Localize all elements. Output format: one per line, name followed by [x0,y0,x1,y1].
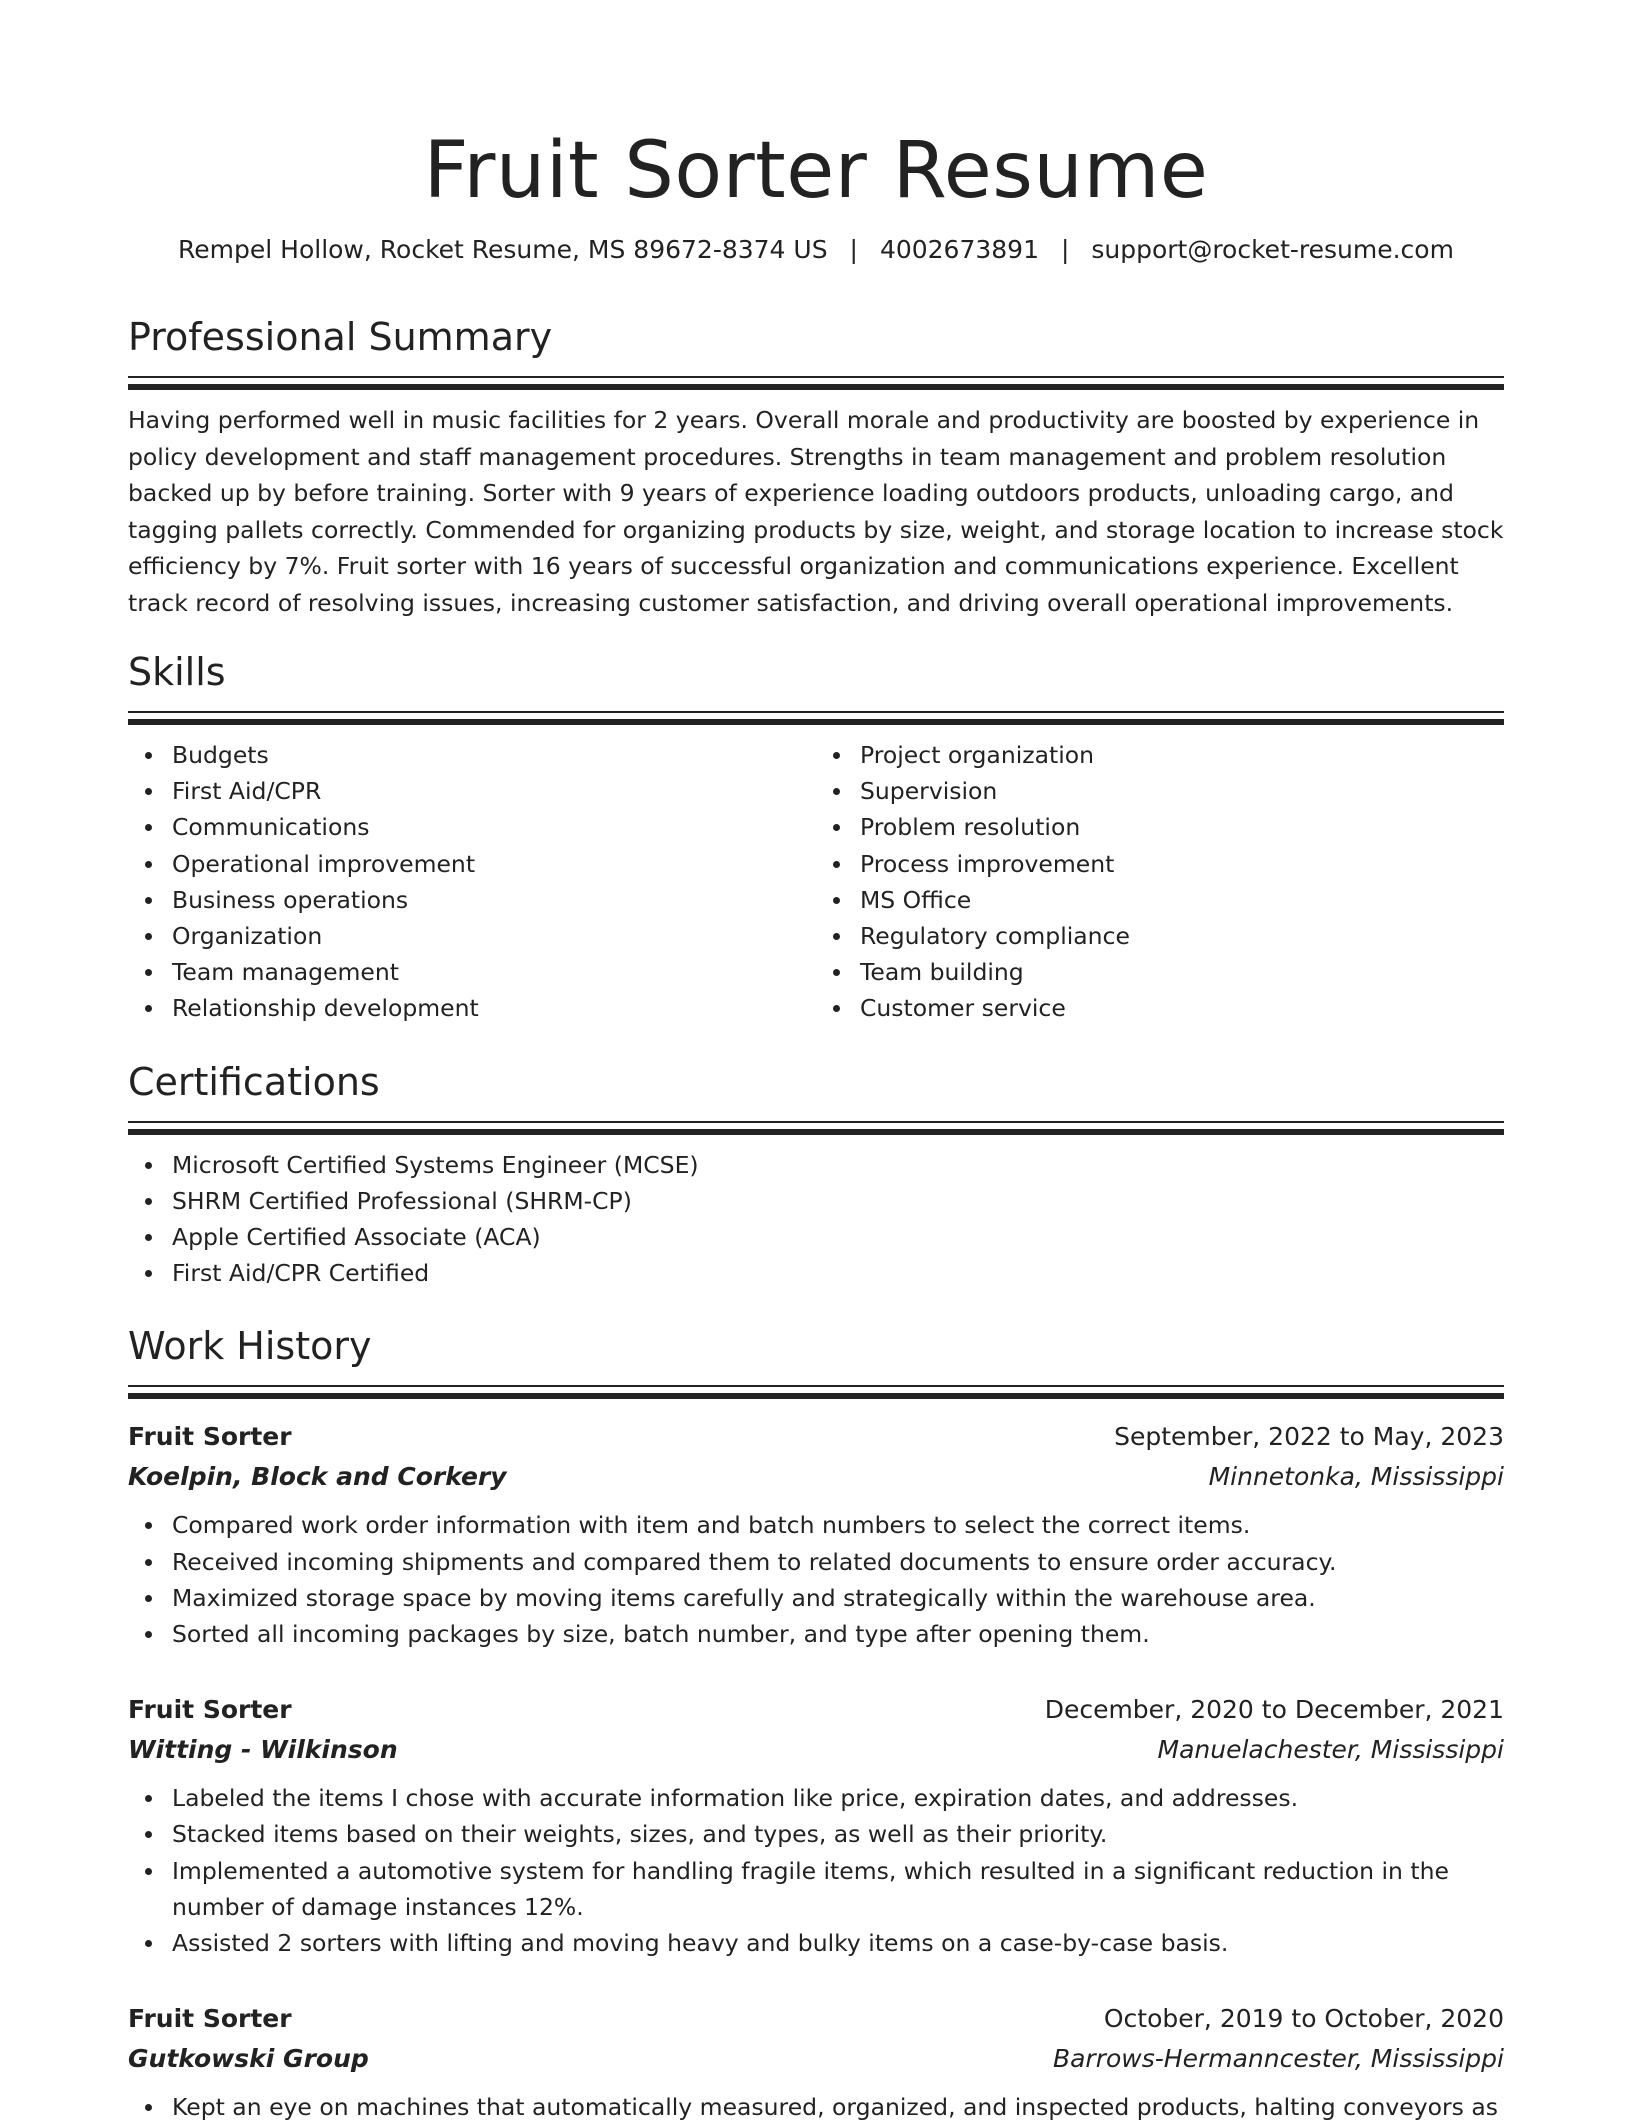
work-history-heading: Work History [128,1324,372,1369]
skill-item: Project organization [860,737,1504,773]
section-divider [128,376,1504,390]
job-entry [128,1999,1504,2125]
skill-item: Business operations [172,882,816,918]
skill-item: MS Office [860,882,1504,918]
skill-item: Problem resolution [860,809,1504,845]
contact-separator: | [849,235,858,264]
job-company: Gutkowski Group [128,2044,369,2074]
job-dates: September, 2022 to May, 2023 [1114,1422,1504,1452]
job-dates: October, 2019 to October, 2020 [1103,2004,1504,2034]
contact-email: support@rocket-resume.com [1091,235,1454,264]
section-divider [128,1121,1504,1135]
resume-title: Fruit Sorter Resume [423,126,1209,216]
resume-page [128,0,1504,2125]
job-duty-item: Implemented a automotive system for handling fragile items, which resulted in a significant reduction in the number of damage instances 12%. [172,1853,1504,1925]
job-employer-row [128,2039,1504,2079]
contact-phone: 4002673891 [879,235,1039,264]
certifications-heading: Certifications [128,1059,380,1104]
skill-item: Team management [172,954,816,990]
contact-separator: | [1060,235,1070,264]
certification-item: SHRM Certified Professional (SHRM-CP) [172,1183,1504,1219]
skills-section [128,647,1504,1027]
job-duty-item: Compared work order information with item and batch numbers to select the correct items. [172,1507,1504,1543]
skill-item: Team building [860,954,1504,990]
summary-section [128,312,1504,621]
contact-line [128,232,1504,268]
job-header-row [128,1999,1504,2039]
section-divider [128,1385,1504,1399]
job-duty-item: Assisted 2 sorters with lifting and moving heavy and bulky items on a case-by-case basis. [172,1925,1504,1961]
skill-item: Customer service [860,990,1504,1026]
work-history-section [128,1321,1504,2125]
skills-list-left [128,737,816,1027]
certification-item: Microsoft Certified Systems Engineer (MCSE) [172,1147,1504,1183]
job-duties-list [128,1780,1504,1961]
skill-item: Process improvement [860,846,1504,882]
job-duties-list [128,2089,1504,2125]
skill-item: First Aid/CPR [172,773,816,809]
skill-item: Budgets [172,737,816,773]
job-title: Fruit Sorter [128,2004,292,2034]
job-location: Manuelachester, Mississippi [1157,1735,1504,1765]
job-company: Witting - Wilkinson [128,1735,398,1765]
job-duty-item: Labeled the items I chose with accurate information like price, expiration dates, and addresses. [172,1780,1504,1816]
job-duty-item: Stacked items based on their weights, sizes, and types, as well as their priority. [172,1816,1504,1852]
job-company: Koelpin, Block and Corkery [128,1462,507,1492]
job-employer-row [128,1730,1504,1770]
job-dates: December, 2020 to December, 2021 [1044,1695,1504,1725]
job-title: Fruit Sorter [128,1422,292,1452]
job-header-row [128,1690,1504,1730]
job-employer-row [128,1457,1504,1497]
job-duties-list [128,1507,1504,1652]
job-duty-item: Received incoming shipments and compared them to related documents to ensure order accuracy. [172,1544,1504,1580]
skill-item: Regulatory compliance [860,918,1504,954]
certifications-list [128,1147,1504,1292]
certification-item: Apple Certified Associate (ACA) [172,1219,1504,1255]
job-location: Barrows-Hermanncester, Mississippi [1052,2044,1504,2074]
skills-list-right [816,737,1504,1027]
job-title: Fruit Sorter [128,1695,292,1725]
section-divider [128,711,1504,725]
job-entry [128,1417,1504,1652]
skills-heading: Skills [128,650,226,694]
skill-item: Communications [172,809,816,845]
skills-columns [128,737,1504,1027]
skill-item: Relationship development [172,990,816,1026]
certification-item: First Aid/CPR Certified [172,1255,1504,1291]
certifications-section [128,1057,1504,1292]
contact-address: Rempel Hollow, Rocket Resume, MS 89672-8374 US [178,235,828,264]
job-header-row [128,1417,1504,1457]
skill-item: Operational improvement [172,846,816,882]
job-duty-item: Maximized storage space by moving items carefully and strategically within the warehouse area. [172,1580,1504,1616]
skill-item: Supervision [860,773,1504,809]
job-duty-item: Kept an eye on machines that automatically measured, organized, and inspected products, halting conveyors as [172,2089,1504,2125]
job-location: Minnetonka, Mississippi [1208,1462,1504,1492]
job-duty-item: Sorted all incoming packages by size, batch number, and type after opening them. [172,1616,1504,1652]
skill-item: Organization [172,918,816,954]
job-entry [128,1690,1504,1961]
summary-text: Having performed well in music facilities for 2 years. Overall morale and productivity are boosted by experience in policy development and staff management procedures. Strengths in team management and problem resolution backed up by before training. Sorter with 9 years of experience loading outdoors products, unloading cargo, and tagging pallets correctly. Commended for organizing products by size, weight, and storage location to increase stock efficiency by 7%. Fruit sorter with 16 years of successful organization and communications experience. Excellent track record of resolving issues, increasing customer satisfaction, and driving overall operational improvements. [128,406,1504,617]
summary-heading: Professional Summary [128,315,553,359]
